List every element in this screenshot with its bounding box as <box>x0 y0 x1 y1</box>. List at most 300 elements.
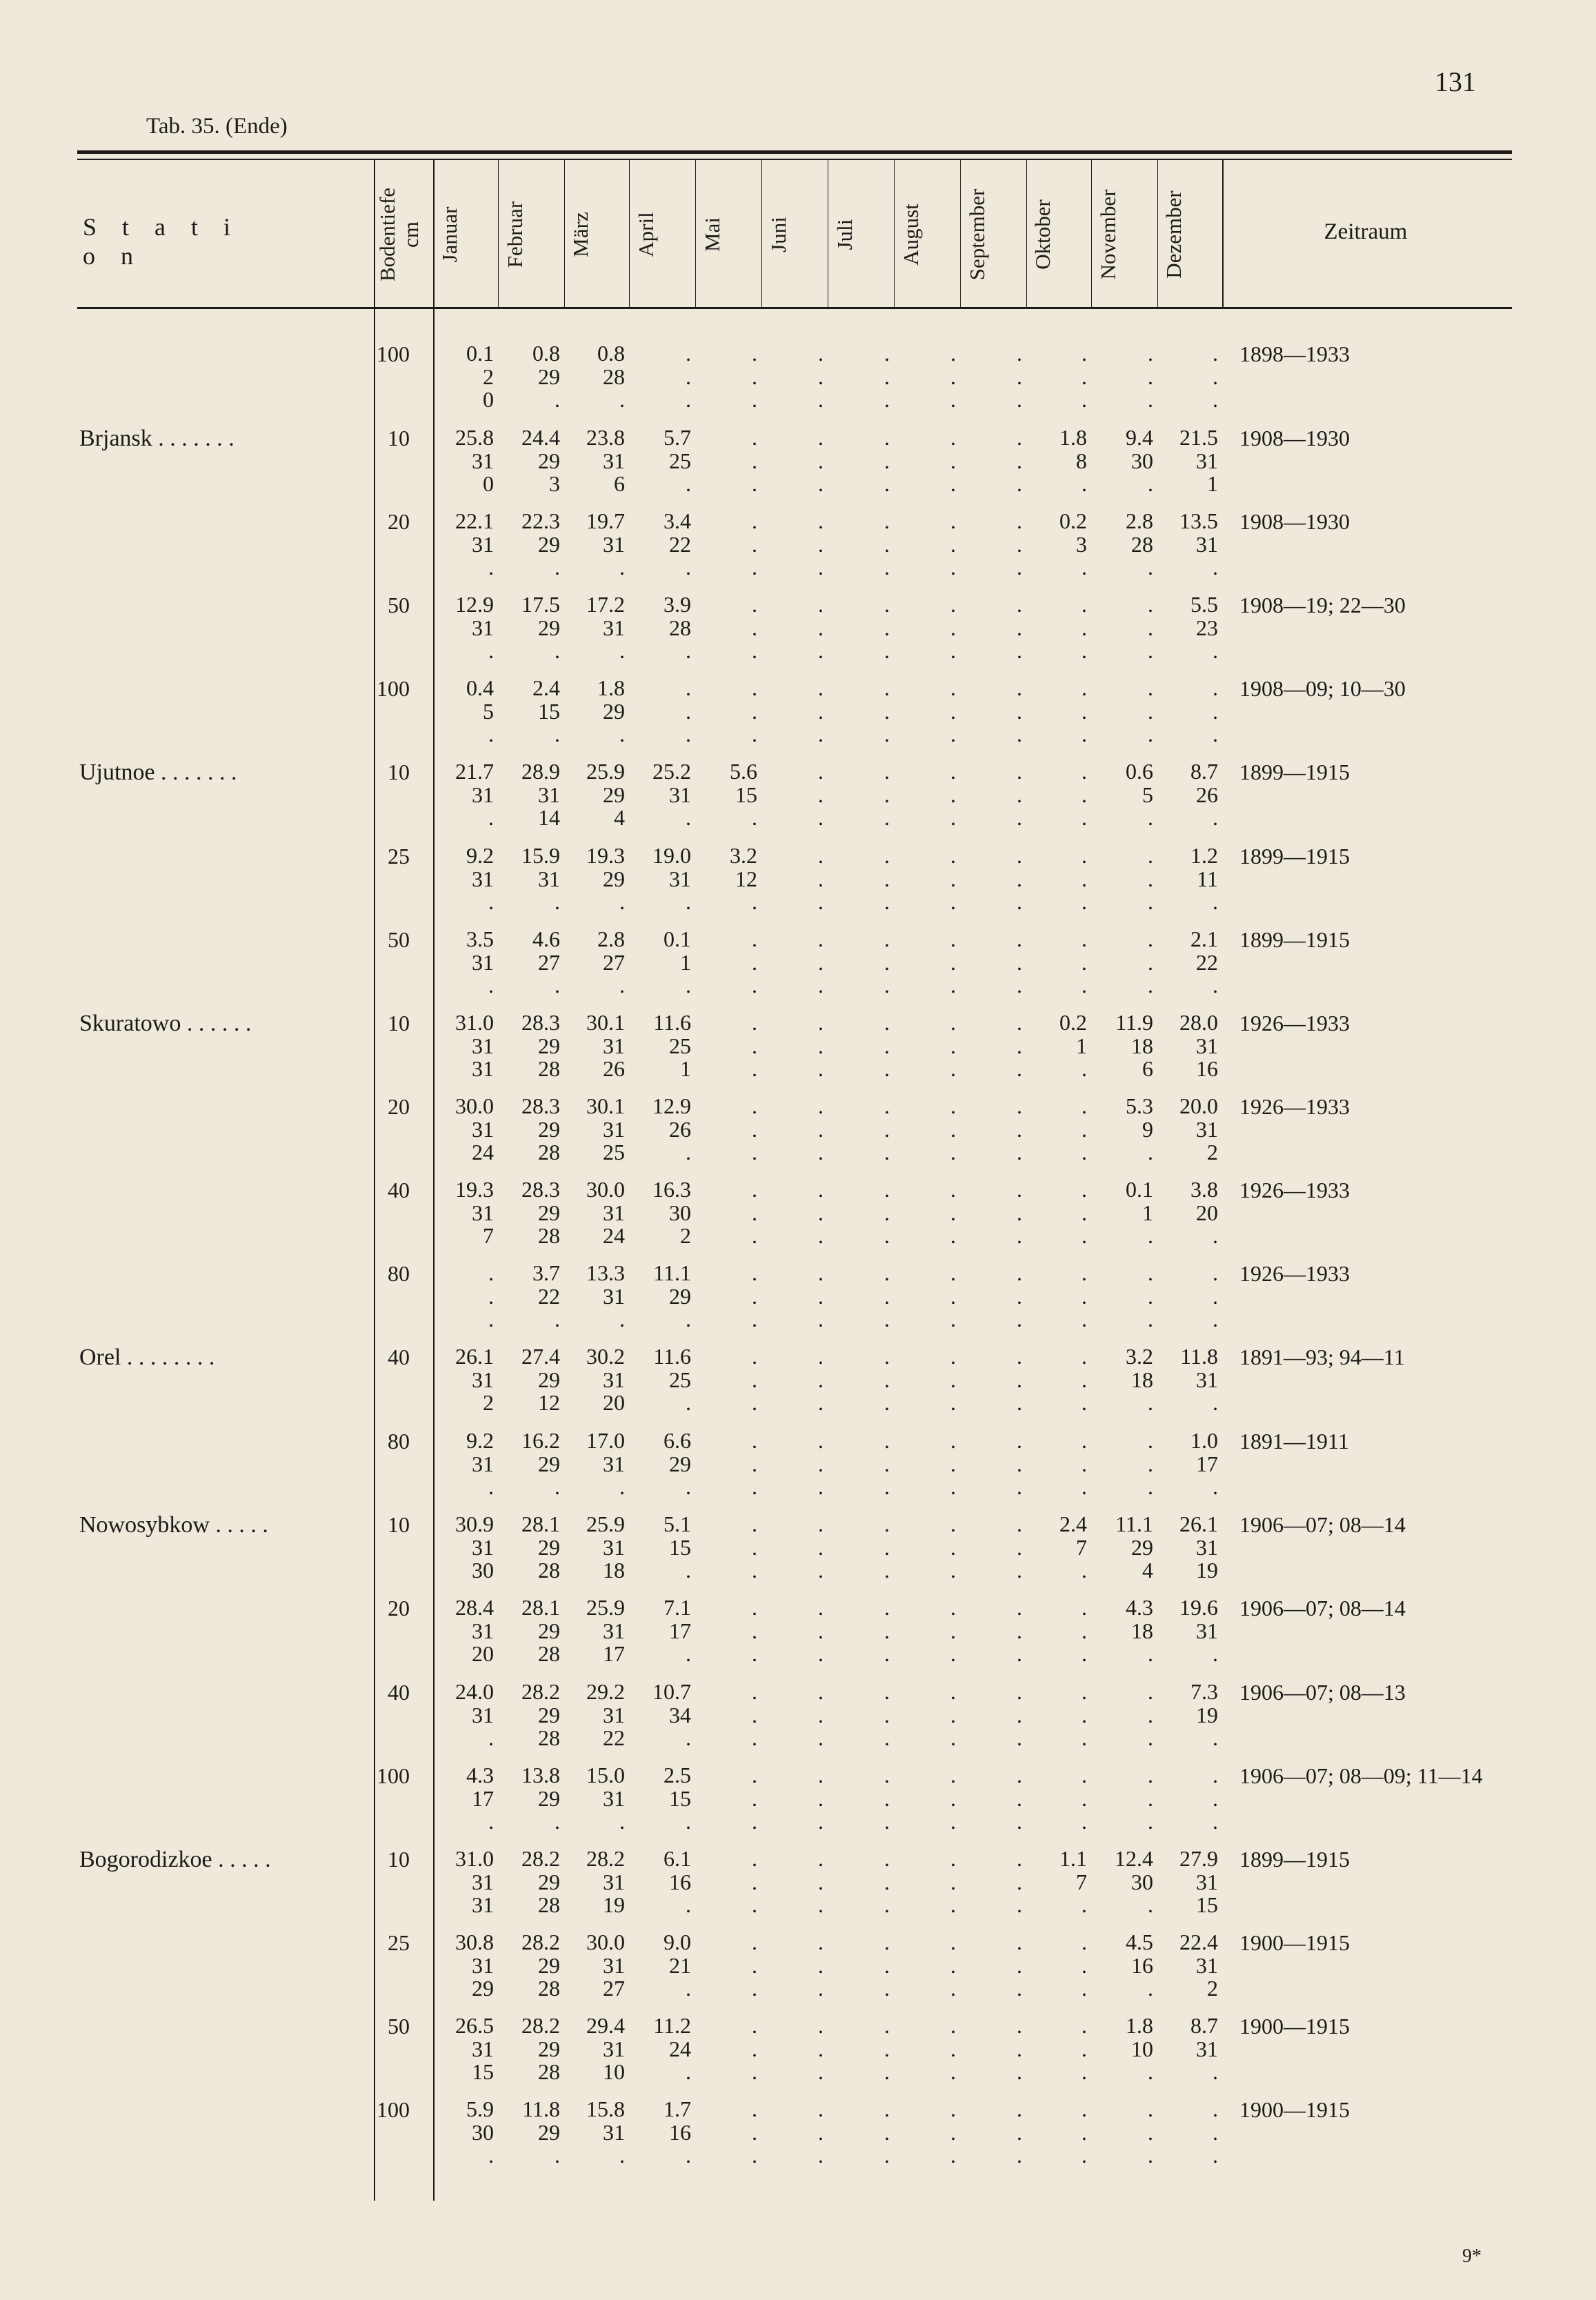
temperature-value: . <box>818 1763 824 1787</box>
temperature-value: 23.8 <box>586 425 625 450</box>
count-value: . <box>818 805 824 830</box>
temperature-value: . <box>818 1093 824 1118</box>
count-value: . <box>686 889 691 914</box>
count-value: . <box>950 973 956 998</box>
day-value: 16 <box>669 1869 691 1894</box>
temperature-value: 0.8 <box>532 341 560 366</box>
day-value: 29 <box>669 1283 691 1309</box>
day-value: . <box>1081 782 1087 807</box>
count-value: . <box>950 1892 956 1917</box>
count-value: . <box>752 2059 757 2084</box>
temperature-value: 28.1 <box>521 1595 560 1620</box>
count-value: 15 <box>1196 1892 1218 1917</box>
day-value: . <box>818 1618 824 1643</box>
day-value: 22 <box>538 1283 560 1309</box>
day-value: . <box>1017 782 1022 807</box>
temperature-value: . <box>1017 425 1022 450</box>
temperature-value: . <box>950 592 956 617</box>
count-value: . <box>619 973 625 998</box>
temperature-value: 28.3 <box>521 1010 560 1035</box>
count-value: . <box>1081 1307 1087 1331</box>
temperature-value: . <box>1081 592 1087 617</box>
day-value: . <box>950 866 956 891</box>
temperature-value: 16.2 <box>521 1428 560 1453</box>
count-value: . <box>686 1809 691 1834</box>
day-value: . <box>488 1283 494 1309</box>
temperature-value: . <box>1017 1930 1022 1954</box>
day-value: 31 <box>472 782 494 807</box>
month-header-juli: Juli <box>832 219 857 250</box>
temperature-value: . <box>1017 759 1022 784</box>
day-value: . <box>1213 1283 1218 1309</box>
temperature-value: . <box>1081 759 1087 784</box>
day-value: 29 <box>538 2119 560 2145</box>
temperature-value: . <box>752 926 757 951</box>
day-value: 31 <box>669 782 691 807</box>
count-value: . <box>884 2143 890 2168</box>
day-value: . <box>884 1367 890 1392</box>
temperature-value: 30.0 <box>586 1930 625 1954</box>
temperature-value: . <box>950 1177 956 1202</box>
temperature-value: 6.1 <box>664 1846 691 1871</box>
day-value: . <box>818 2036 824 2061</box>
temperature-value: 4.3 <box>466 1763 494 1787</box>
day-value: . <box>752 448 757 473</box>
count-value: . <box>555 722 560 746</box>
count-value: 31 <box>472 1892 494 1917</box>
day-value: 2 <box>483 364 494 389</box>
temperature-value: 22.3 <box>521 508 560 533</box>
day-value: . <box>1081 698 1087 724</box>
count-value: . <box>884 1140 890 1164</box>
count-value: 29 <box>472 1976 494 2001</box>
temperature-value: 9.4 <box>1126 425 1153 450</box>
count-value: . <box>818 1976 824 2001</box>
temperature-value: . <box>884 2013 890 2038</box>
count-value: . <box>950 1809 956 1834</box>
temperature-value: . <box>752 1093 757 1118</box>
temperature-value: 19.3 <box>455 1177 494 1202</box>
day-value: . <box>884 1033 890 1058</box>
count-value: . <box>686 2059 691 2084</box>
count-value: . <box>1081 2059 1087 2084</box>
count-value: 28 <box>538 2059 560 2084</box>
period-value: 1906—07; 08—14 <box>1239 1512 1406 1537</box>
temperature-value: . <box>950 508 956 533</box>
count-value: . <box>884 1641 890 1666</box>
temperature-value: 1.8 <box>597 675 625 700</box>
table-caption: Tab. 35. (Ende) <box>146 114 288 139</box>
temperature-value: . <box>752 341 757 366</box>
depth-value: 10 <box>388 1011 410 1035</box>
day-value: . <box>950 1200 956 1225</box>
temperature-value: . <box>752 425 757 450</box>
temperature-value: . <box>884 843 890 868</box>
count-value: . <box>1017 1056 1022 1081</box>
temperature-value: 5.5 <box>1190 592 1218 617</box>
day-value: 19 <box>1196 1702 1218 1727</box>
day-value: 29 <box>538 448 560 473</box>
count-value: 19 <box>1196 1558 1218 1583</box>
day-value: . <box>1017 531 1022 557</box>
period-value: 1908—1930 <box>1239 509 1350 534</box>
temperature-value: 10.7 <box>652 1679 691 1704</box>
count-value: . <box>686 1892 691 1917</box>
day-value: 31 <box>603 531 625 557</box>
temperature-value: . <box>1017 1846 1022 1871</box>
count-value: . <box>1213 1223 1218 1248</box>
count-value: 1 <box>680 1056 691 1081</box>
temperature-value: . <box>818 1930 824 1954</box>
temperature-value: . <box>818 2013 824 2038</box>
count-value: . <box>1081 555 1087 579</box>
count-value: . <box>488 1307 494 1331</box>
day-value: . <box>884 1952 890 1978</box>
temperature-value: . <box>950 2013 956 2038</box>
day-value: . <box>818 1952 824 1978</box>
day-value: 29 <box>538 1451 560 1476</box>
temperature-value: 1.7 <box>664 2096 691 2121</box>
column-divider <box>894 160 895 307</box>
temperature-value: . <box>1017 1428 1022 1453</box>
count-value: . <box>1017 1892 1022 1917</box>
count-value: . <box>752 889 757 914</box>
day-value: . <box>818 1534 824 1560</box>
temperature-value: 30.0 <box>455 1093 494 1118</box>
day-value: 15 <box>669 1534 691 1560</box>
temperature-value: . <box>884 926 890 951</box>
month-header-april: April <box>634 212 658 257</box>
day-value: . <box>752 1283 757 1309</box>
temperature-value: . <box>686 675 691 700</box>
temperature-value: . <box>1081 1344 1087 1369</box>
temperature-value: 1.0 <box>1190 1428 1218 1453</box>
day-value: 31 <box>603 1033 625 1058</box>
day-value: 12 <box>735 866 757 891</box>
day-value: 11 <box>1197 866 1218 891</box>
period-value: 1898—1933 <box>1239 341 1350 366</box>
column-divider <box>761 160 762 307</box>
day-value: 31 <box>603 1116 625 1142</box>
count-value: 24 <box>472 1140 494 1164</box>
count-value: . <box>1213 722 1218 746</box>
temperature-value: . <box>818 592 824 617</box>
station-name: Bogorodizkoe . . . . . <box>79 1847 271 1872</box>
count-value: 2 <box>1207 1976 1218 2001</box>
day-value: 29 <box>1131 1534 1153 1560</box>
temperature-value: . <box>884 759 890 784</box>
period-value: 1900—1915 <box>1239 2014 1350 2039</box>
column-divider <box>1157 160 1158 307</box>
day-value: 31 <box>1196 1367 1218 1392</box>
day-value: . <box>818 1869 824 1894</box>
column-divider <box>564 160 565 307</box>
day-value: . <box>884 2119 890 2145</box>
count-value: . <box>686 555 691 579</box>
temperature-value: 28.2 <box>586 1846 625 1871</box>
count-value: 30 <box>472 1558 494 1583</box>
count-value: 28 <box>538 1641 560 1666</box>
count-value: . <box>1081 805 1087 830</box>
day-value: 31 <box>1196 1952 1218 1978</box>
day-value: . <box>1148 2119 1153 2145</box>
temperature-value: 28.2 <box>521 1930 560 1954</box>
month-header-august: August <box>899 204 923 266</box>
count-value: . <box>950 1474 956 1499</box>
temperature-value: . <box>752 1177 757 1202</box>
column-divider <box>629 160 630 307</box>
count-value: . <box>686 471 691 496</box>
count-value: 15 <box>472 2059 494 2084</box>
temperature-value: 0.1 <box>466 341 494 366</box>
temperature-value: . <box>752 675 757 700</box>
period-value: 1900—1915 <box>1239 1930 1350 1955</box>
day-value: 15 <box>735 782 757 807</box>
count-value: 10 <box>603 2059 625 2084</box>
count-value: 14 <box>538 805 560 830</box>
count-value: . <box>555 973 560 998</box>
temperature-value: . <box>488 1260 494 1285</box>
temperature-value: . <box>1017 675 1022 700</box>
temperature-value: . <box>884 1428 890 1453</box>
day-value: 31 <box>603 1367 625 1392</box>
day-value: 31 <box>603 1283 625 1309</box>
count-value: . <box>619 387 625 412</box>
depth-value: 80 <box>388 1429 410 1454</box>
temperature-value: . <box>752 1260 757 1285</box>
day-value: 9 <box>1142 1116 1153 1142</box>
day-value: . <box>752 2119 757 2145</box>
count-value: . <box>686 1725 691 1750</box>
day-value: 29 <box>538 1534 560 1560</box>
temperature-value: . <box>1081 926 1087 951</box>
temperature-value: . <box>752 1763 757 1787</box>
count-value: . <box>686 1474 691 1499</box>
temperature-value: 28.0 <box>1179 1010 1218 1035</box>
temperature-value: 28.2 <box>521 1679 560 1704</box>
temperature-value: 9.2 <box>466 843 494 868</box>
temperature-value: 2.5 <box>664 1763 691 1787</box>
count-value: . <box>1017 805 1022 830</box>
temperature-value: . <box>1017 843 1022 868</box>
day-value: 22 <box>1196 949 1218 975</box>
day-value: . <box>818 615 824 640</box>
count-value: . <box>1213 2059 1218 2084</box>
temperature-value: 0.1 <box>664 926 691 951</box>
temperature-value: 2.8 <box>597 926 625 951</box>
count-value: . <box>1148 889 1153 914</box>
count-value: . <box>1213 973 1218 998</box>
count-value: . <box>1148 471 1153 496</box>
day-value: . <box>1017 1283 1022 1309</box>
count-value: . <box>950 1140 956 1164</box>
temperature-value: . <box>950 2096 956 2121</box>
count-value: . <box>1213 555 1218 579</box>
page-number: 131 <box>1435 66 1476 97</box>
count-value: . <box>1148 2143 1153 2168</box>
count-value: . <box>818 1390 824 1415</box>
day-value: 22 <box>669 531 691 557</box>
count-value: . <box>1017 1976 1022 2001</box>
temperature-value: 25.2 <box>652 759 691 784</box>
count-value: . <box>884 1223 890 1248</box>
temperature-value: . <box>950 1093 956 1118</box>
day-value: . <box>1213 1785 1218 1811</box>
temperature-value: . <box>1081 675 1087 700</box>
count-value: . <box>1081 722 1087 746</box>
count-value: . <box>1213 1390 1218 1415</box>
temperature-value: . <box>884 1930 890 1954</box>
count-value: 20 <box>472 1641 494 1666</box>
temperature-value: 11.8 <box>522 2096 560 2121</box>
temperature-value: 2.4 <box>1059 1511 1087 1536</box>
count-value: . <box>884 805 890 830</box>
temperature-value: 28.3 <box>521 1093 560 1118</box>
month-header-november: November <box>1096 189 1120 280</box>
depth-value: 50 <box>388 593 410 617</box>
day-value: . <box>1148 866 1153 891</box>
day-value: 31 <box>603 1534 625 1560</box>
temperature-value: 25.8 <box>455 425 494 450</box>
column-divider <box>1222 160 1224 307</box>
day-value: 29 <box>669 1451 691 1476</box>
day-value: 30 <box>1131 1869 1153 1894</box>
count-value: . <box>686 387 691 412</box>
day-value: 31 <box>669 866 691 891</box>
day-value: 31 <box>472 2036 494 2061</box>
temperature-value: 20.0 <box>1179 1093 1218 1118</box>
count-value: . <box>1017 973 1022 998</box>
temperature-value: . <box>752 2096 757 2121</box>
day-value: 26 <box>1196 782 1218 807</box>
count-value: . <box>1017 722 1022 746</box>
count-value: . <box>950 638 956 663</box>
temperature-value: . <box>950 1010 956 1035</box>
day-value: . <box>818 364 824 389</box>
temperature-value: 11.6 <box>653 1010 691 1035</box>
day-value: 30 <box>669 1200 691 1225</box>
day-value: . <box>752 1785 757 1811</box>
count-value: . <box>1148 555 1153 579</box>
temperature-value: . <box>818 926 824 951</box>
temperature-value: 9.2 <box>466 1428 494 1453</box>
day-value: . <box>752 531 757 557</box>
day-value: 31 <box>472 866 494 891</box>
day-value: . <box>950 448 956 473</box>
depth-value: 100 <box>377 676 410 701</box>
count-value: . <box>884 1307 890 1331</box>
count-value: . <box>1017 1474 1022 1499</box>
day-value: 30 <box>472 2119 494 2145</box>
temperature-value: . <box>1148 675 1153 700</box>
day-value: 15 <box>669 1785 691 1811</box>
count-value: . <box>950 1641 956 1666</box>
temperature-value: 11.2 <box>653 2013 691 2038</box>
depth-value: 10 <box>388 760 410 784</box>
temperature-value: . <box>1081 1260 1087 1285</box>
count-value: . <box>818 1223 824 1248</box>
temperature-value: . <box>884 592 890 617</box>
day-value: . <box>950 2036 956 2061</box>
day-value: . <box>752 1451 757 1476</box>
day-value: 31 <box>1196 1869 1218 1894</box>
count-value: . <box>1017 2059 1022 2084</box>
count-value: . <box>488 889 494 914</box>
count-value: . <box>950 555 956 579</box>
temperature-value: 4.5 <box>1126 1930 1153 1954</box>
temperature-value: . <box>752 2013 757 2038</box>
temperature-value: . <box>950 425 956 450</box>
day-value: . <box>752 364 757 389</box>
count-value: 4 <box>1142 1558 1153 1583</box>
day-value: . <box>884 2036 890 2061</box>
count-value: . <box>1081 1809 1087 1834</box>
count-value: . <box>818 889 824 914</box>
day-value: . <box>884 364 890 389</box>
temperature-value: 2.4 <box>532 675 560 700</box>
count-value: . <box>752 1809 757 1834</box>
count-value: . <box>686 722 691 746</box>
temperature-value: . <box>1081 2013 1087 2038</box>
day-value: 31 <box>472 1618 494 1643</box>
count-value: . <box>818 1474 824 1499</box>
temperature-value: . <box>818 341 824 366</box>
count-value: . <box>555 387 560 412</box>
day-value: . <box>1081 615 1087 640</box>
count-value: . <box>818 1725 824 1750</box>
count-value: . <box>619 1809 625 1834</box>
temperature-value: . <box>884 425 890 450</box>
day-value: . <box>1017 1116 1022 1142</box>
depth-value: 50 <box>388 2014 410 2039</box>
day-value: . <box>1081 1451 1087 1476</box>
count-value: . <box>488 2143 494 2168</box>
temperature-value: 31.0 <box>455 1010 494 1035</box>
temperature-value: . <box>1081 2096 1087 2121</box>
temperature-value: . <box>1213 2096 1218 2121</box>
count-value: . <box>818 1809 824 1834</box>
depth-value: 40 <box>388 1178 410 1202</box>
day-value: . <box>1017 2036 1022 2061</box>
temperature-value: 22.1 <box>455 508 494 533</box>
count-value: . <box>752 1390 757 1415</box>
day-value: 31 <box>472 1702 494 1727</box>
count-value: 2 <box>680 1223 691 1248</box>
temperature-value: . <box>1081 1177 1087 1202</box>
day-value: . <box>818 782 824 807</box>
temperature-value: 2.8 <box>1126 508 1153 533</box>
count-value: . <box>555 2143 560 2168</box>
count-value: . <box>686 1976 691 2001</box>
day-value: 31 <box>472 1367 494 1392</box>
temperature-value: 24.0 <box>455 1679 494 1704</box>
day-value: 1 <box>1076 1033 1087 1058</box>
day-value: . <box>1017 2119 1022 2145</box>
depth-value: 100 <box>377 2097 410 2122</box>
temperature-value: . <box>752 1595 757 1620</box>
temperature-value: 3.2 <box>730 843 757 868</box>
count-value: . <box>555 1307 560 1331</box>
station-name: Nowosybkow . . . . . <box>79 1512 268 1538</box>
day-value: . <box>1081 949 1087 975</box>
temperature-value: 31.0 <box>455 1846 494 1871</box>
count-value: 12 <box>538 1390 560 1415</box>
count-value: . <box>619 1307 625 1331</box>
temperature-value: 4.3 <box>1126 1595 1153 1620</box>
temperature-value: . <box>752 1344 757 1369</box>
period-value: 1899—1915 <box>1239 760 1350 784</box>
temperature-value: . <box>950 759 956 784</box>
